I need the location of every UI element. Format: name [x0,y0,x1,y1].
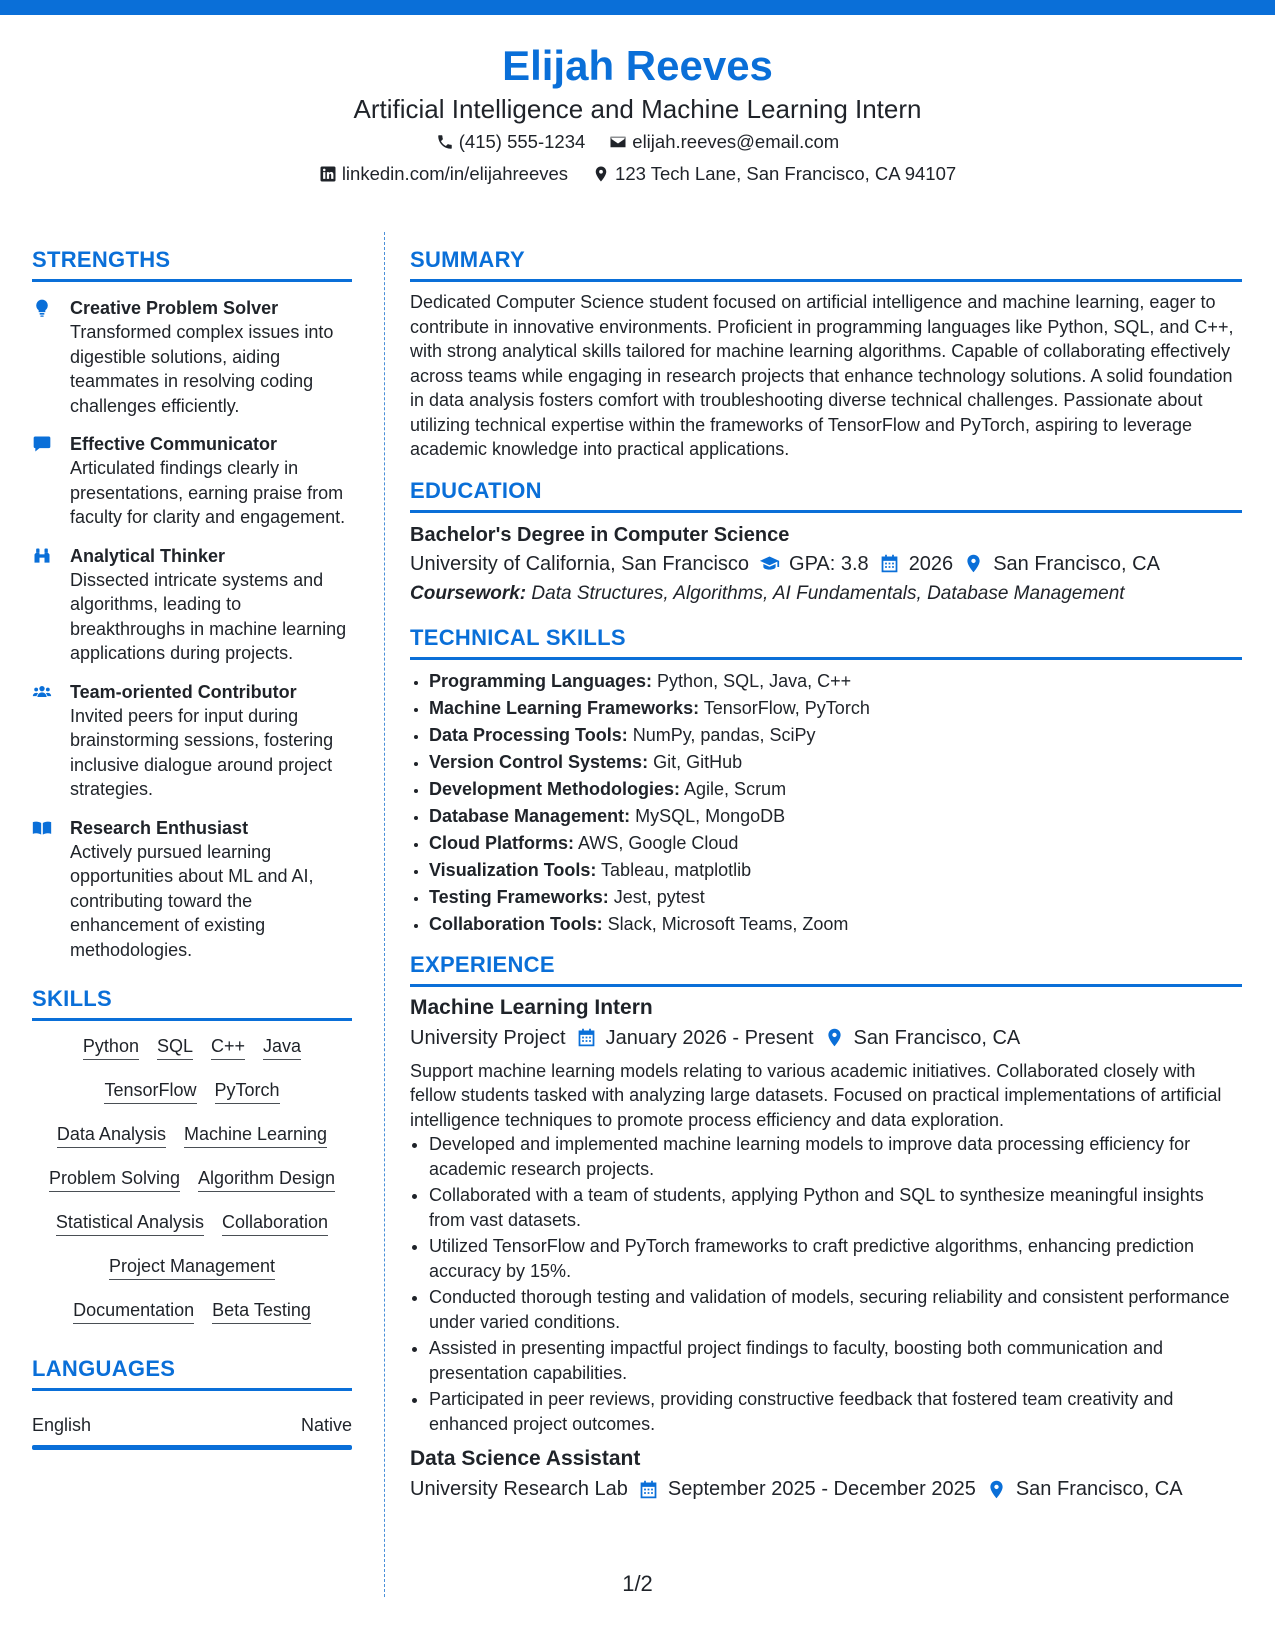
coursework-list: Data Structures, Algorithms, AI Fundamentals, Database Management [531,582,1125,604]
strength-title: Research Enthusiast [70,817,249,838]
list-item [429,722,1242,749]
strength-title: Effective Communicator [70,434,278,454]
skill-line [32,1035,352,1060]
list-item [429,830,1242,857]
left-column [32,245,352,1450]
coursework-label: Coursework: [410,582,527,604]
right-column [410,245,1242,1504]
school-location: San Francisco, CA [993,552,1160,575]
location-pin-icon [963,553,984,574]
list-item: • Developed and implemented machine learning models to improve data processing efficiency for academic research projects. [429,1132,1242,1181]
languages-heading: LANGUAGES [32,1356,176,1381]
summary-section [410,245,1242,462]
job-organization: University Project [410,1026,566,1049]
job-bullets [410,1132,1242,1436]
phone-icon [436,133,454,151]
calendar-icon [576,1027,597,1048]
language-proficiency-bar [32,1445,352,1450]
section-rule [410,279,1242,282]
column-divider [384,232,385,1597]
list-item [429,749,1242,776]
skill-line [32,1123,352,1148]
binoculars-icon [32,546,52,566]
list-item: • Conducted thorough testing and validation of models, securing reliability and consistent performance under varied conditions. [429,1285,1242,1334]
strength-title: Creative Problem Solver [70,298,279,318]
section-rule [32,1018,352,1021]
skill-tag: Problem Solving [49,1167,180,1192]
linkedin-icon [319,165,337,183]
summary-heading: SUMMARY [410,247,525,272]
education-heading: EDUCATION [410,477,542,503]
strength-description: Actively pursued learning opportunities about ML and AI, contributing toward the enhancement of existing methodologies. [70,841,314,960]
strengths-heading: STRENGTHS [32,247,171,272]
skill-category: Development Methodologies: [429,778,681,799]
contact-row-2 [0,160,1275,188]
skill-tag: Project Management [109,1255,275,1280]
experience-section [410,950,1242,1505]
education-section [410,476,1242,609]
address-text: 123 Tech Lane, San Francisco, CA 94107 [615,163,957,184]
users-icon [32,682,52,702]
candidate-title: Artificial Intelligence and Machine Learning Intern [353,94,922,124]
skill-category: Visualization Tools: [429,859,597,880]
calendar-icon [638,1479,659,1500]
calendar-icon [879,553,900,574]
job-title: Data Science Assistant [410,1447,641,1470]
section-rule [32,1388,352,1391]
candidate-name: Elijah Reeves [502,42,773,89]
strength-item [32,432,352,530]
speech-bubble-icon [32,434,52,454]
strength-item [32,680,352,802]
list-item [429,911,1242,938]
list-item: • Utilized TensorFlow and PyTorch frameworks to craft predictive algorithms, enhancing prediction accuracy by 15%. [429,1234,1242,1283]
skill-tag: TensorFlow [104,1079,196,1104]
skill-tag: Documentation [73,1299,194,1324]
skill-tag: Machine Learning [184,1123,327,1148]
skill-tag: Statistical Analysis [56,1211,204,1236]
address-contact [592,160,956,188]
skill-values: Jest, pytest [613,886,705,907]
resume-header [0,40,1275,188]
skill-tag: SQL [157,1035,193,1060]
email-text: elijah.reeves@email.com [632,131,840,152]
skill-tag: Beta Testing [212,1299,311,1324]
skill-tag: PyTorch [215,1079,280,1104]
email-contact[interactable] [609,128,839,156]
list-item [429,884,1242,911]
technical-skills-list [410,668,1242,938]
skill-values: Agile, Scrum [684,778,787,799]
job-title: Machine Learning Intern [410,995,653,1019]
strength-title: Analytical Thinker [70,545,226,566]
gpa-text: GPA: 3.8 [789,552,869,575]
skill-values: TensorFlow, PyTorch [703,697,870,718]
experience-entry [410,993,1242,1437]
skill-values: Slack, Microsoft Teams, Zoom [607,913,849,934]
linkedin-text: linkedin.com/in/elijahreeves [341,163,569,184]
skill-values: NumPy, pandas, SciPy [632,724,816,745]
skill-category: Cloud Platforms: [429,832,575,853]
list-item [429,776,1242,803]
technical-skills-heading: TECHNICAL SKILLS [410,624,626,650]
coursework-line [410,579,1242,609]
skill-tag: Collaboration [222,1211,328,1236]
graduation-cap-icon [759,553,780,574]
top-accent-bar [0,0,1275,15]
list-item: • Collaborated with a team of students, applying Python and SQL to synthesize meaningful insights from vast datasets. [429,1183,1242,1232]
job-location: San Francisco, CA [853,1026,1021,1049]
experience-heading: EXPERIENCE [410,951,555,977]
skill-tag: Data Analysis [57,1123,166,1148]
page-number: 1/2 [622,1571,653,1596]
job-location: San Francisco, CA [1015,1478,1183,1500]
skill-category: Database Management: [429,805,631,826]
strengths-section [32,245,352,962]
skill-tag: Python [83,1035,139,1060]
skill-category: Machine Learning Frameworks: [429,697,700,718]
location-pin-icon [986,1479,1007,1500]
technical-skills-section [410,623,1242,938]
list-item [429,803,1242,830]
section-rule [32,279,352,282]
skill-values: Git, GitHub [653,751,743,772]
skills-section [32,984,352,1324]
lightbulb-icon [32,298,52,318]
skill-category: Version Control Systems: [429,751,649,772]
skill-line [32,1079,352,1104]
skill-tag: C++ [211,1035,245,1060]
list-item [429,695,1242,722]
job-dates: January 2026 - Present [605,1026,814,1049]
list-item: • Participated in peer reviews, providing constructive feedback that fostered team creativity and enhanced project outcomes. [429,1387,1242,1436]
strength-description: Transformed complex issues into digestible solutions, aiding teammates in resolving coding challenges efficiently. [70,322,334,416]
skill-category: Testing Frameworks: [429,886,609,907]
strength-description: Dissected intricate systems and algorithms, leading to breakthroughs in machine learning applications during projects. [70,569,347,663]
linkedin-contact[interactable] [319,160,568,188]
skill-line [32,1299,352,1324]
job-meta [410,1023,1242,1053]
skills-heading: SKILLS [32,986,113,1011]
list-item [429,668,1242,695]
skill-line [32,1211,352,1236]
strength-item [32,296,352,418]
job-organization: University Research Lab [410,1478,628,1500]
language-level: Native [300,1415,352,1435]
experience-entry [410,1444,1242,1504]
skill-category: Programming Languages: [429,670,653,691]
graduation-year: 2026 [908,552,954,575]
skill-line [32,1167,352,1192]
strength-description: Invited peers for input during brainstorming sessions, fostering inclusive dialogue around project strategies. [70,705,334,799]
strength-description: Articulated findings clearly in presentations, earning praise from faculty for clarity and engagement. [70,458,346,527]
strength-item [32,544,352,666]
skill-category: Collaboration Tools: [429,913,603,934]
languages-section [32,1354,352,1450]
job-meta [410,1474,1242,1504]
phone-contact[interactable] [436,128,586,156]
skill-values: AWS, Google Cloud [578,832,739,853]
strength-title: Team-oriented Contributor [70,681,297,702]
skill-tag: Algorithm Design [198,1167,335,1192]
school-name: University of California, San Francisco [410,552,750,575]
job-description: Support machine learning models relating to various academic initiatives. Collaborated closely with fellow students tasked with analyzing large datasets. Focused on practical implementations of artificial intelligence techniques to promote process efficiency and data exploration. [410,1060,1222,1130]
list-item [429,857,1242,884]
skills-cloud [32,1035,352,1324]
skill-tag: Java [263,1035,301,1060]
language-name: English [32,1415,92,1435]
location-pin-icon [592,165,610,183]
location-pin-icon [824,1027,845,1048]
book-icon [32,818,52,838]
skill-values: Python, SQL, Java, C++ [657,670,852,691]
summary-text: Dedicated Computer Science student focused on artificial intelligence and machine learning, eager to contribute in innovative environments. Proficient in programming languages like Python, SQL, and C++, with strong analytical skills tailored for machine learning algorithms. Capable of collaborating effectively across teams while engaging in research projects that enhance technology solutions. A solid foundation in data analysis fosters comfort with troubleshooting diverse technical challenges. Passionate about utilizing technical expertise within the frameworks of TensorFlow and PyTorch, aspiring to leverage academic knowledge into practical applications. [410,292,1234,459]
language-row [32,1413,352,1437]
section-rule [410,510,1242,513]
degree-title: Bachelor's Degree in Computer Science [410,523,790,546]
section-rule [410,657,1242,660]
section-rule [410,984,1242,987]
phone-text: (415) 555-1234 [458,131,586,152]
job-dates: September 2025 - December 2025 [667,1478,976,1500]
envelope-icon [609,133,627,151]
skill-values: Tableau, matplotlib [601,859,752,880]
skill-line [32,1255,352,1280]
strength-item [32,816,352,963]
skill-values: MySQL, MongoDB [635,805,786,826]
skill-category: Data Processing Tools: [429,724,628,745]
contact-row-1 [0,128,1275,156]
list-item: • Assisted in presenting impactful project findings to faculty, boosting both communication and presentation capabilities. [429,1336,1242,1385]
education-meta [410,549,1242,579]
